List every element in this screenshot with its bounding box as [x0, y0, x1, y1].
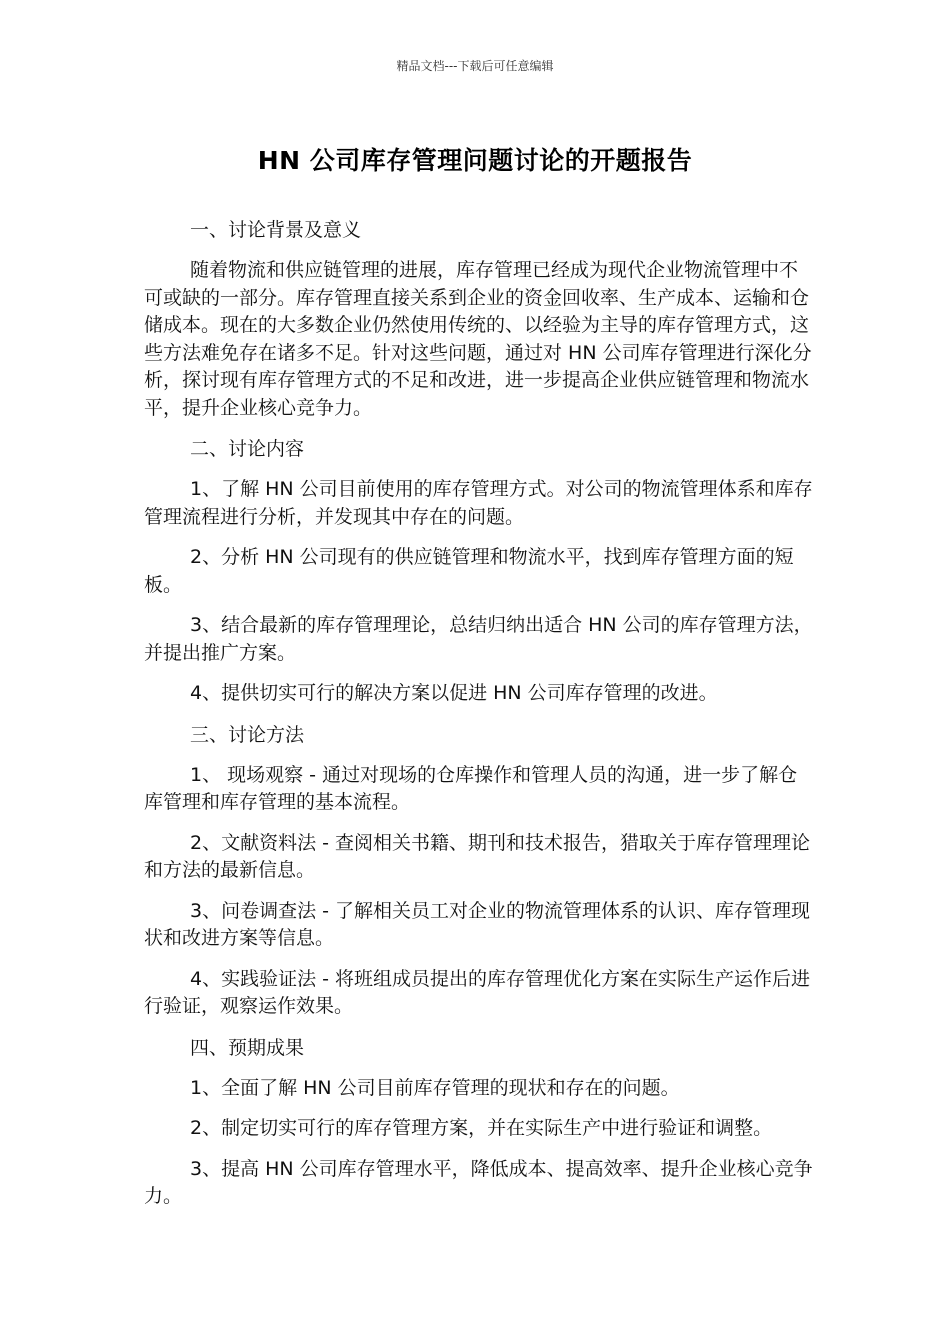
list-item: 3、提高 HN 公司库存管理水平，降低成本、提高效率、提升企业核心竞争力。 [144, 1157, 813, 1207]
list-item: 3、结合最新的库存管理理论，总结归纳出适合 HN 公司的库存管理方法，并提出推广方案。 [144, 614, 813, 664]
document-body [144, 216, 816, 1224]
list-item: 1、了解 HN 公司目前使用的库存管理方式。对公司的物流管理体系和库存管理流程进行分析，并发现其中存在的问题。 [144, 478, 813, 528]
section-heading-background: 一、讨论背景及意义 [190, 219, 362, 241]
list-item: 2、分析 HN 公司现有的供应链管理和物流水平，找到库存管理方面的短板。 [144, 546, 794, 596]
section-heading-outcomes: 四、预期成果 [190, 1036, 305, 1059]
list-item: 1、 现场观察 - 通过对现场的仓库操作和管理人员的沟通，进一步了解仓库管理和库存管理的基本流程。 [144, 763, 798, 813]
section-heading-methods: 三、讨论方法 [190, 723, 305, 746]
list-item: 3、问卷调查法 - 了解相关员工对企业的物流管理体系的认识、库存管理现状和改进方案等信息。 [144, 899, 811, 949]
section-heading-content: 二、讨论内容 [190, 438, 305, 460]
header-note: 精品文档---下载后可任意编辑 [396, 59, 554, 73]
list-item: 1、全面了解 HN 公司目前库存管理的现状和存在的问题。 [190, 1076, 680, 1099]
document-title: HN 公司库存管理问题讨论的开题报告 [257, 146, 693, 175]
list-item: 2、文献资料法 - 查阅相关书籍、期刊和技术报告，猎取关于库存管理理论和方法的最新信息。 [144, 831, 811, 881]
list-item: 4、提供切实可行的解决方案以促进 HN 公司库存管理的改进。 [190, 682, 718, 704]
paragraph: 随着物流和供应链管理的进展，库存管理已经成为现代企业物流管理中不可或缺的一部分。库存管理直接关系到企业的资金回收率、生产成本、运输和仓储成本。现在的大多数企业仍然使用传统的、以经验为主导的库存管理方式，这些方法难免存在诸多不足。针对这些问题，通过对 HN 公司库存管理进行深化分析，探讨现有库存管理方式的不足和改进，进一步提高企业供应链管理和物流水平，提升企业核心竞争力。 [144, 259, 812, 419]
list-item: 2、制定切实可行的库存管理方案，并在实际生产中进行验证和调整。 [190, 1117, 773, 1139]
list-item: 4、实践验证法 - 将班组成员提出的库存管理优化方案在实际生产运作后进行验证，观察运作效果。 [144, 967, 811, 1017]
